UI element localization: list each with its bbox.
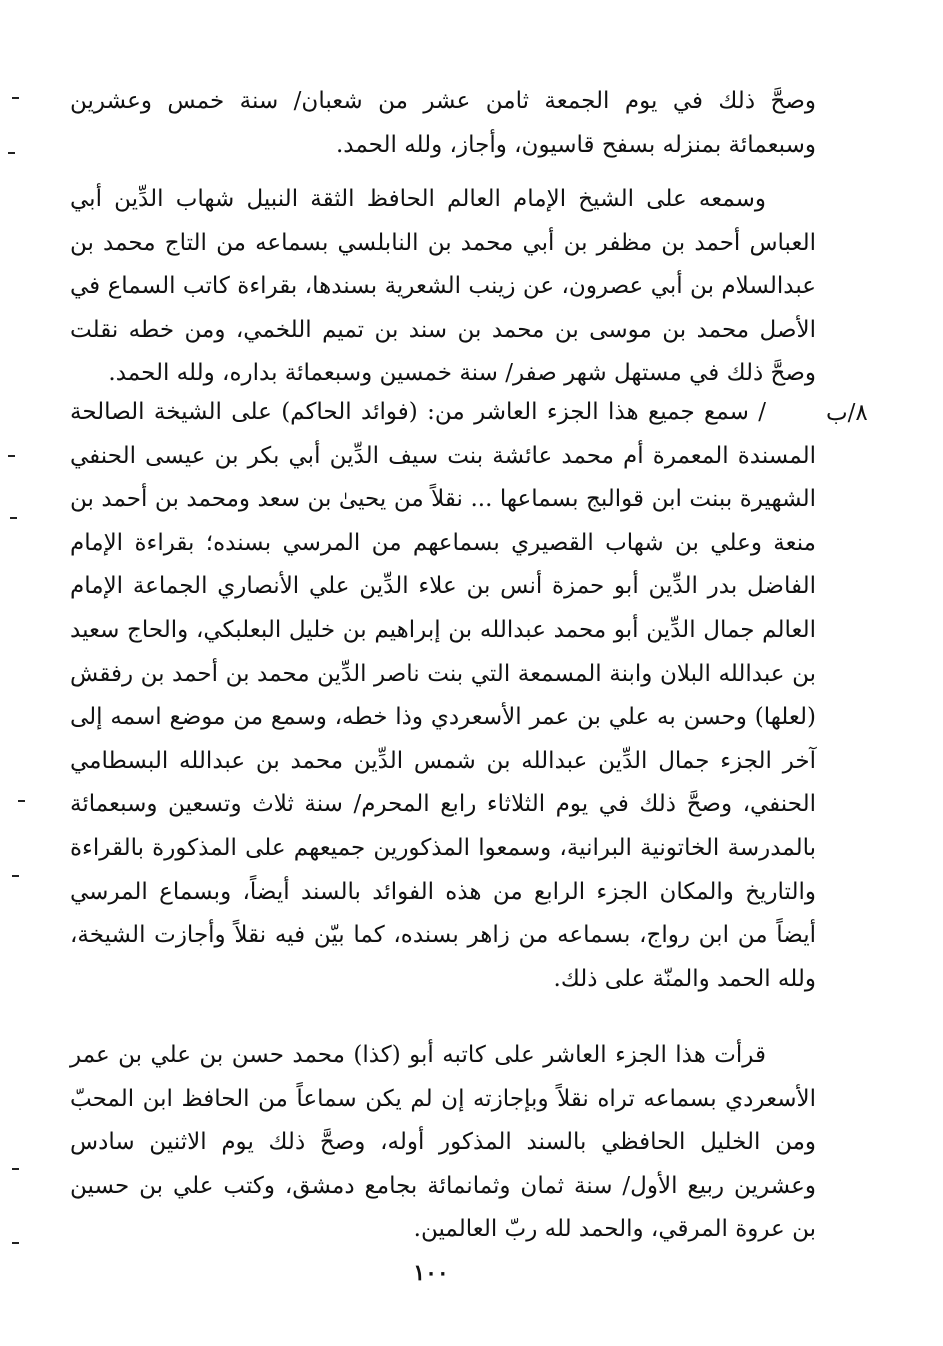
paragraph-3 bbox=[70, 391, 816, 1001]
margin-tick-mark bbox=[18, 800, 25, 802]
margin-tick-mark bbox=[8, 152, 15, 154]
page-number: ١٠٠ bbox=[413, 1260, 449, 1286]
paragraph-3-text: / سمع جميع هذا الجزء العاشر من: (فوائد الحاكم) على الشيخة الصالحة المسندة المعمرة أم محمد عائشة بنت سيف الدِّين أبي بكر بن عيسى الحنفي الشهيرة ببنت ابن قوالبج بسماعها ... نقلاً من يحيىٰ بن سعد ومحمد بن أحمد بن منعة وعلي بن شهاب القصيري بسماعهم من المرسي بسنده؛ بقراءة الإمام الفاضل بدر الدِّين أبو حمزة أنس بن علاء الدِّين علي الأنصاري الجماعة الإمام العالم جمال الدِّين أبو محمد عبدالله بن إبراهيم بن خليل البعلبكي، والحاج سعيد بن عبدالله البلان وابنة المسمعة التي بنت ناصر الدِّين محمد بن أحمد بن رفقش (لعلها) وحسن به علي بن عمر الأسعردي وذا خطه، وسمع من موضع اسمه إلى آخر الجزء جمال الدِّين عبدالله بن شمس الدِّين محمد بن عبدالله البسطامي الحنفي، وصحَّ ذلك في يوم الثلاثاء رابع المحرم/ سنة ثلاث وتسعين وسبعمائة بالمدرسة الخاتونية البرانية، وسمعوا المذكورين جميعهم على المذكورة بالقراءة والتاريخ والمكان الجزء الرابع من هذه الفوائد بالسند أيضاً، وبسماع المرسي أيضاً من ابن رواج، بسماعه من زاهر بسنده، كما بيّن فيه نقلاً وأجازت الشيخة، ولله الحمد والمنّة على ذلك. bbox=[70, 399, 816, 992]
margin-tick-mark bbox=[12, 97, 19, 99]
paragraph-2-text: وسمعه على الشيخ الإمام العالم الحافظ الثقة النبيل شهاب الدِّين أبي العباس أحمد بن مظفر بن أبي محمد بن النابلسي بسماعه من التاج محمد بن عبدالسلام بن أبي عصرون، عن زينب الشعرية بسندها، بقراءة كاتب السماع في الأصل محمد بن موسى بن محمد بن سند بن تميم اللخمي، ومن خطه نقلت وصحَّ ذلك في مستهل شهر صفر/ سنة خمسين وسبعمائة بداره، ولله الحمد. bbox=[70, 186, 816, 387]
margin-tick-mark bbox=[10, 517, 17, 519]
margin-tick-mark bbox=[12, 875, 19, 877]
margin-tick-mark bbox=[12, 1242, 19, 1244]
paragraph-2 bbox=[70, 178, 816, 396]
margin-tick-mark bbox=[8, 455, 15, 457]
folio-marker: ٨/ب bbox=[826, 400, 868, 426]
paragraph-4-text: قرأت هذا الجزء العاشر على كاتبه أبو (كذا) محمد حسن بن علي بن عمر الأسعردي بسماعه تراه نقلاً وبإجازته إن لم يكن سماعاً من الحافظ ابن المحبّ ومن الخليل الحافظي بالسند المذكور أوله، وصحَّ ذلك يوم الاثنين سادس وعشرين ربيع الأول/ سنة ثمان وثمانمائة بجامع دمشق، وكتب علي بن حسين بن عروة المرقي، والحمد لله ربّ العالمين. bbox=[70, 1042, 816, 1243]
paragraph-4 bbox=[70, 1034, 816, 1252]
paragraph-1: وصحَّ ذلك في يوم الجمعة ثامن عشر من شعبان/ سنة خمس وعشرين وسبعمائة بمنزله بسفح قاسيون، وأجاز، ولله الحمد. bbox=[70, 88, 816, 158]
margin-tick-mark bbox=[12, 1168, 19, 1170]
